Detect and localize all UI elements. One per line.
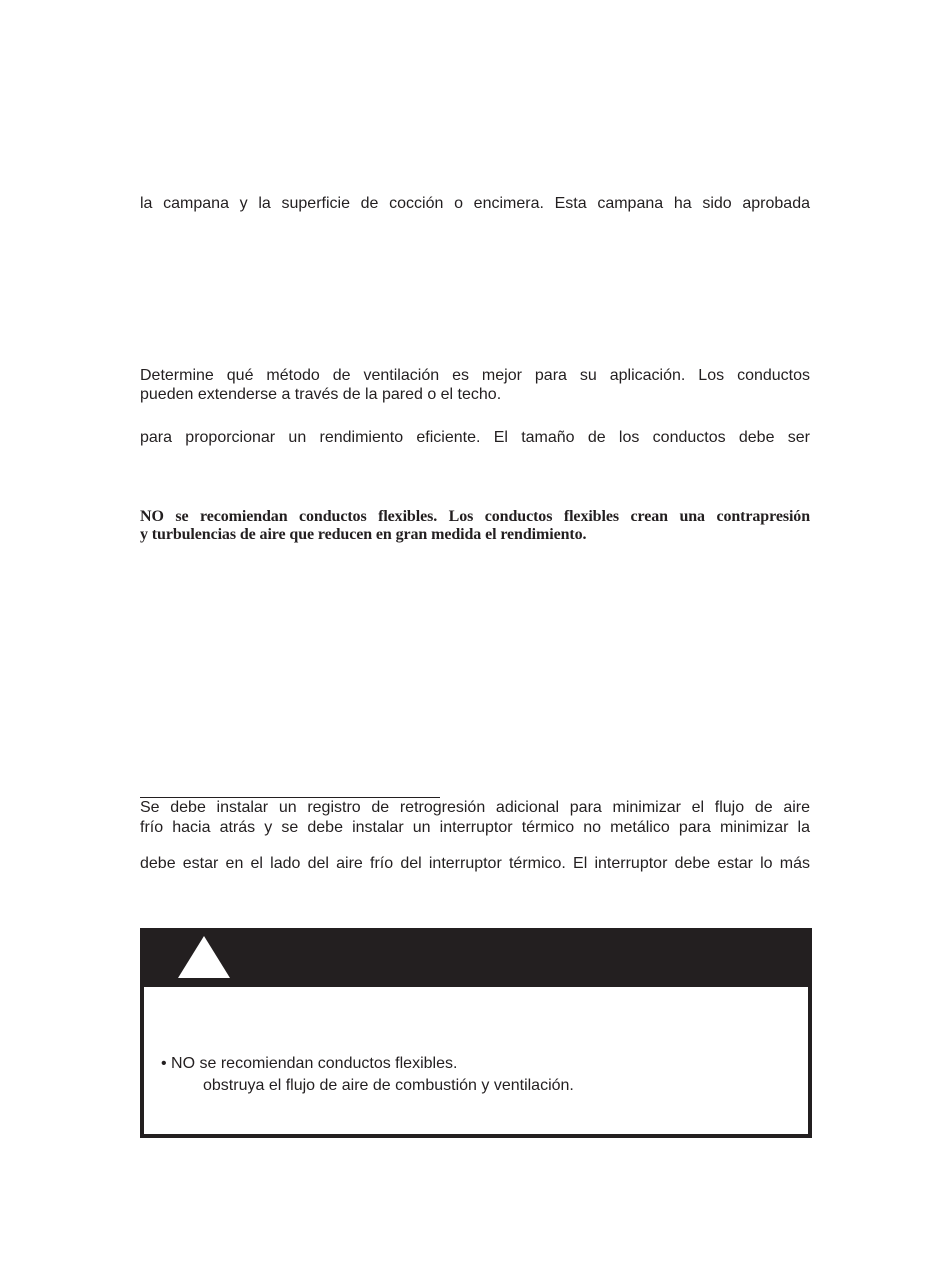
warning-header [144,928,808,987]
hood-intro-text: la campana y la superficie de cocción o encimera. Esta campana ha sido aprobada [140,195,810,212]
duct-size-text: para proporcionar un rendimiento eficiente. El tamaño de los conductos debe ser [140,429,810,446]
warning-bullet-airflow: obstruya el flujo de aire de combustión y ventilación. [203,1077,574,1094]
venting-method-text-cont: pueden extenderse a través de la pared o el techo. [140,386,502,403]
warning-triangle-icon [178,936,230,978]
flexible-duct-warning-cont: y turbulencias de aire que reducen en gran medida el rendimiento. [140,526,587,543]
warning-box [140,928,812,1138]
venting-method-text: Determine qué método de ventilación es mejor para su aplicación. Los conductos [140,367,810,384]
damper-text-line-2: frío hacia atrás y se debe instalar un interruptor térmico no metálico para minimizar la [140,819,810,836]
damper-text: Se debe instalar un registro de retrogresión adicional para minimizar el flujo de aire [140,799,810,816]
warning-bullet-flexible-ducts: • NO se recomiendan conductos flexibles. [161,1055,458,1072]
damper-text-line-3: debe estar en el lado del aire frío del interruptor térmico. El interruptor debe estar lo más [140,855,810,872]
flexible-duct-warning: NO se recomiendan conductos flexibles. Los conductos flexibles crean una contrapresión [140,508,810,525]
